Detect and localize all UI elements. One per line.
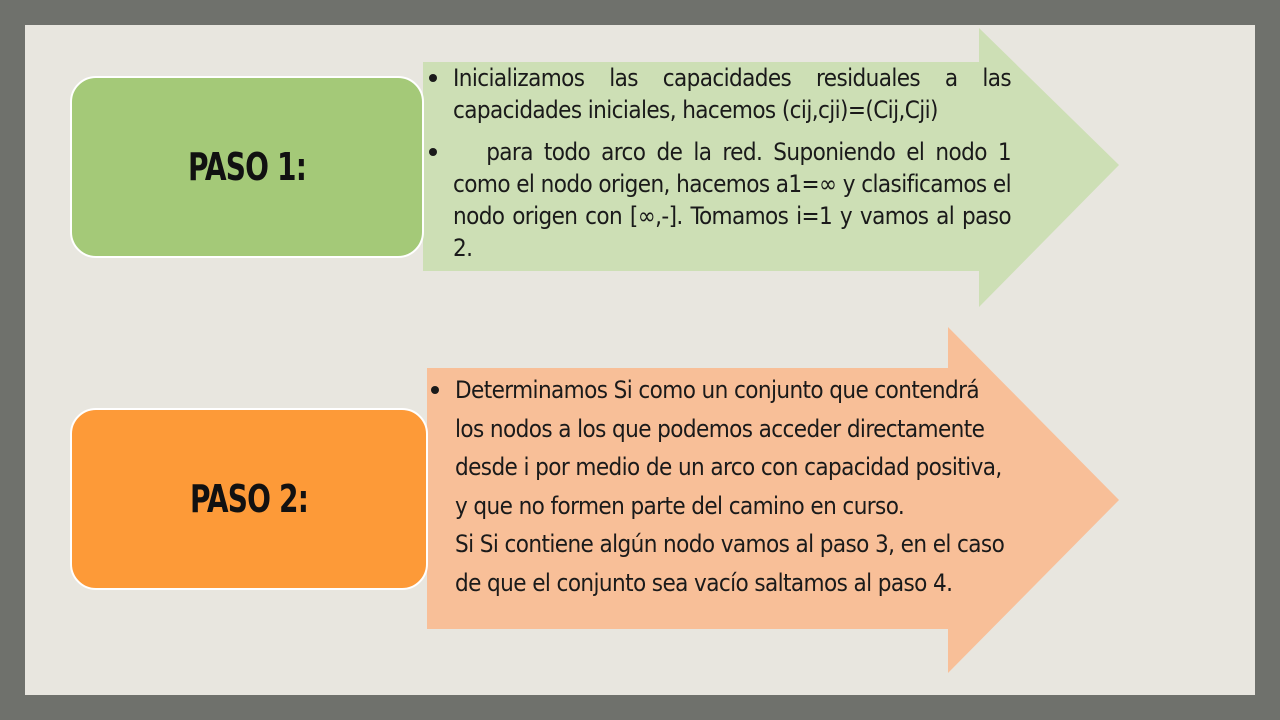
step1-label: PASO 1: [187,145,307,189]
step2-bullet-1 [429,371,1005,602]
step2-box [70,408,428,590]
step2-line-4: y que no formen parte del camino en curso. [455,491,905,520]
step2-line-1: Determinamos Si como un conjunto que contendrá [455,376,980,404]
step1-bullet-list [427,62,1011,274]
step1-box [70,76,424,258]
step2-bullet-list [429,371,1005,602]
step2-line-3: desde i por medio de un arco con capacidad positiva, [455,453,1002,481]
step2-label: PASO 2: [189,477,309,521]
slide [25,25,1255,695]
step1-bullet-2: para todo arco de la red. Suponiendo el nodo 1 como el nodo origen, hacemos a1=∞ y clasificamos el nodo origen con [∞,-]. Tomamos i=1 y vamos al paso 2. [427,136,1011,264]
step2-line-5: Si Si contiene algún nodo vamos al paso 3, en el caso [455,530,1005,558]
step2-line-6: de que el conjunto sea vacío saltamos al paso 4. [455,568,953,597]
step1-bullet-1: Inicializamos las capacidades residuales a las capacidades iniciales, hacemos (cij,cji)=(Cij,Cji) [427,62,1011,126]
step2-line-2: los nodos a los que podemos acceder directamente [455,414,985,443]
